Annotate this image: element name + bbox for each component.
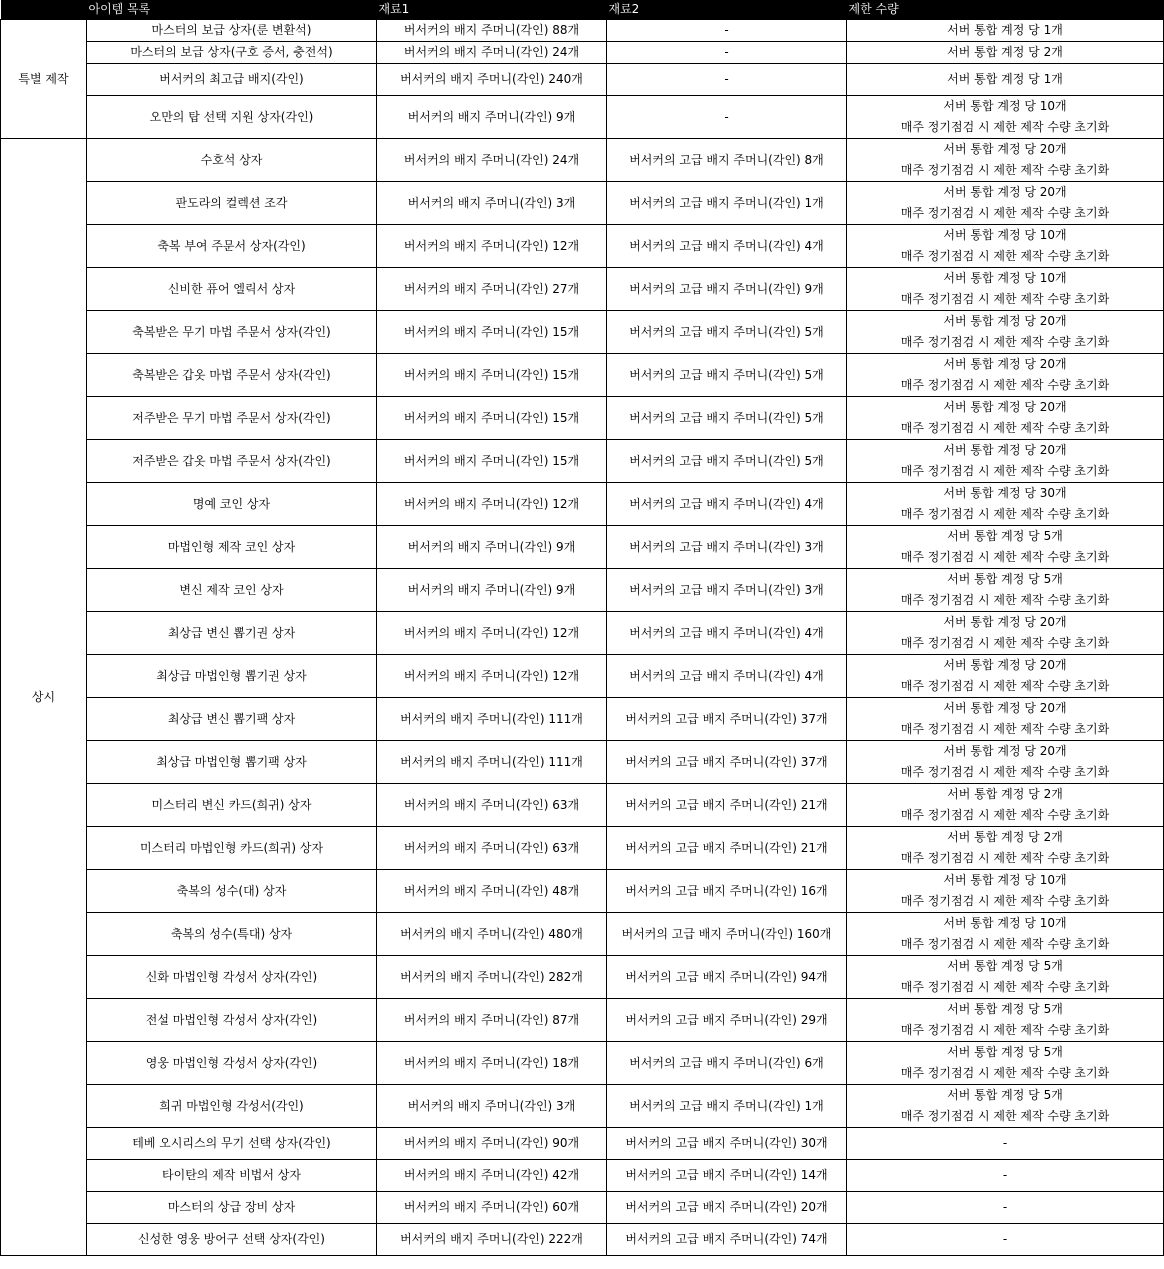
limit-cell: [847, 1192, 1164, 1224]
limit-cell: [847, 526, 1164, 569]
item-name-cell: 버서커의 최고급 배지(각인): [87, 64, 377, 96]
table-row: [1, 956, 1164, 999]
material-2-cell: 버서커의 고급 배지 주머니(각인) 21개: [607, 827, 847, 870]
material-2-cell: 버서커의 고급 배지 주머니(각인) 9개: [607, 268, 847, 311]
limit-line: 매주 정기점검 시 제한 제작 수량 초기화: [900, 1023, 1110, 1037]
limit-cell: [847, 225, 1164, 268]
limit-line: 서버 통합 계정 당 30개: [943, 486, 1067, 500]
limit-line: 매주 정기점검 시 제한 제작 수량 초기화: [900, 765, 1110, 779]
item-name-cell: 테베 오시리스의 무기 선택 상자(각인): [87, 1128, 377, 1160]
table-row: [1, 1160, 1164, 1192]
material-1-cell: 버서커의 배지 주머니(각인) 42개: [377, 1160, 607, 1192]
material-1-cell: 버서커의 배지 주머니(각인) 27개: [377, 268, 607, 311]
header-item-list: 아이템 목록: [87, 0, 377, 20]
limit-line: 서버 통합 계정 당 5개: [947, 1002, 1063, 1016]
material-2-cell: 버서커의 고급 배지 주머니(각인) 20개: [607, 1192, 847, 1224]
item-name-cell: 축복받은 갑옷 마법 주문서 상자(각인): [87, 354, 377, 397]
limit-line: 서버 통합 계정 당 20개: [943, 658, 1067, 672]
material-1-cell: 버서커의 배지 주머니(각인) 12개: [377, 483, 607, 526]
material-1-cell: 버서커의 배지 주머니(각인) 9개: [377, 569, 607, 612]
limit-cell: [847, 42, 1164, 64]
table-row: [1, 1042, 1164, 1085]
limit-line: 서버 통합 계정 당 5개: [947, 959, 1063, 973]
item-name-cell: 영웅 마법인형 각성서 상자(각인): [87, 1042, 377, 1085]
item-name-cell: 축복의 성수(특대) 상자: [87, 913, 377, 956]
limit-line: 서버 통합 계정 당 10개: [943, 271, 1067, 285]
table-row: [1, 913, 1164, 956]
material-2-cell: -: [607, 96, 847, 139]
item-name-cell: 마법인형 제작 코인 상자: [87, 526, 377, 569]
table-row: [1, 182, 1164, 225]
table-row: [1, 397, 1164, 440]
limit-line: 매주 정기점검 시 제한 제작 수량 초기화: [900, 593, 1110, 607]
limit-cell: [847, 569, 1164, 612]
material-2-cell: 버서커의 고급 배지 주머니(각인) 1개: [607, 1085, 847, 1128]
item-name-cell: 최상급 변신 뽑기팩 상자: [87, 698, 377, 741]
table-row: [1, 268, 1164, 311]
limit-cell: [847, 311, 1164, 354]
table-row: [1, 655, 1164, 698]
limit-cell: [847, 1042, 1164, 1085]
limit-line: 서버 통합 계정 당 20개: [943, 744, 1067, 758]
item-name-cell: 저주받은 갑옷 마법 주문서 상자(각인): [87, 440, 377, 483]
material-1-cell: 버서커의 배지 주머니(각인) 24개: [377, 139, 607, 182]
material-1-cell: 버서커의 배지 주머니(각인) 15개: [377, 440, 607, 483]
limit-line: 매주 정기점검 시 제한 제작 수량 초기화: [900, 292, 1110, 306]
limit-cell: [847, 741, 1164, 784]
limit-line: 매주 정기점검 시 제한 제작 수량 초기화: [900, 808, 1110, 822]
limit-cell: [847, 827, 1164, 870]
item-name-cell: 축복받은 무기 마법 주문서 상자(각인): [87, 311, 377, 354]
limit-cell: [847, 139, 1164, 182]
limit-line: 매주 정기점검 시 제한 제작 수량 초기화: [900, 249, 1110, 263]
limit-cell: [847, 999, 1164, 1042]
material-2-cell: -: [607, 64, 847, 96]
limit-line: 서버 통합 계정 당 20개: [943, 142, 1067, 156]
item-name-cell: 저주받은 무기 마법 주문서 상자(각인): [87, 397, 377, 440]
limit-cell: [847, 870, 1164, 913]
material-1-cell: 버서커의 배지 주머니(각인) 12개: [377, 612, 607, 655]
table-row: [1, 311, 1164, 354]
category-cell: 상시: [1, 139, 87, 1256]
material-1-cell: 버서커의 배지 주머니(각인) 12개: [377, 655, 607, 698]
limit-cell: [847, 483, 1164, 526]
item-name-cell: 변신 제작 코인 상자: [87, 569, 377, 612]
item-name-cell: 최상급 마법인형 뽑기권 상자: [87, 655, 377, 698]
limit-line: 서버 통합 계정 당 20개: [943, 701, 1067, 715]
item-name-cell: 최상급 변신 뽑기권 상자: [87, 612, 377, 655]
limit-line: 매주 정기점검 시 제한 제작 수량 초기화: [900, 679, 1110, 693]
material-1-cell: 버서커의 배지 주머니(각인) 63개: [377, 784, 607, 827]
limit-line: 서버 통합 계정 당 20개: [943, 443, 1067, 457]
table-row: [1, 225, 1164, 268]
table-row: [1, 96, 1164, 139]
table-row: [1, 999, 1164, 1042]
table-row: [1, 139, 1164, 182]
header-row: [1, 0, 1164, 20]
material-1-cell: 버서커의 배지 주머니(각인) 18개: [377, 1042, 607, 1085]
material-1-cell: 버서커의 배지 주머니(각인) 3개: [377, 182, 607, 225]
limit-line: 매주 정기점검 시 제한 제작 수량 초기화: [900, 851, 1110, 865]
limit-line: 서버 통합 계정 당 10개: [943, 916, 1067, 930]
material-1-cell: 버서커의 배지 주머니(각인) 3개: [377, 1085, 607, 1128]
material-1-cell: 버서커의 배지 주머니(각인) 111개: [377, 741, 607, 784]
limit-cell: [847, 397, 1164, 440]
item-name-cell: 마스터의 보급 상자(룬 변환석): [87, 20, 377, 42]
material-1-cell: 버서커의 배지 주머니(각인) 15개: [377, 354, 607, 397]
material-2-cell: 버서커의 고급 배지 주머니(각인) 16개: [607, 870, 847, 913]
item-name-cell: 축복의 성수(대) 상자: [87, 870, 377, 913]
material-2-cell: 버서커의 고급 배지 주머니(각인) 4개: [607, 655, 847, 698]
limit-line: 매주 정기점검 시 제한 제작 수량 초기화: [900, 163, 1110, 177]
material-2-cell: 버서커의 고급 배지 주머니(각인) 4개: [607, 483, 847, 526]
material-1-cell: 버서커의 배지 주머니(각인) 15개: [377, 397, 607, 440]
material-2-cell: 버서커의 고급 배지 주머니(각인) 74개: [607, 1224, 847, 1256]
material-2-cell: -: [607, 20, 847, 42]
table-row: [1, 569, 1164, 612]
table-row: [1, 440, 1164, 483]
table-row: [1, 20, 1164, 42]
limit-line: 매주 정기점검 시 제한 제작 수량 초기화: [900, 206, 1110, 220]
material-2-cell: 버서커의 고급 배지 주머니(각인) 3개: [607, 526, 847, 569]
limit-cell: [847, 182, 1164, 225]
material-1-cell: 버서커의 배지 주머니(각인) 63개: [377, 827, 607, 870]
limit-line: 서버 통합 계정 당 2개: [947, 830, 1063, 844]
limit-line: 서버 통합 계정 당 20개: [943, 314, 1067, 328]
limit-cell: [847, 1128, 1164, 1160]
limit-line: -: [1002, 1168, 1008, 1182]
material-2-cell: 버서커의 고급 배지 주머니(각인) 4개: [607, 612, 847, 655]
material-2-cell: 버서커의 고급 배지 주머니(각인) 37개: [607, 698, 847, 741]
table-row: [1, 827, 1164, 870]
limit-line: 매주 정기점검 시 제한 제작 수량 초기화: [900, 1066, 1110, 1080]
table-row: [1, 1224, 1164, 1256]
item-name-cell: 전설 마법인형 각성서 상자(각인): [87, 999, 377, 1042]
limit-line: 매주 정기점검 시 제한 제작 수량 초기화: [900, 1109, 1110, 1123]
limit-cell: [847, 655, 1164, 698]
material-2-cell: 버서커의 고급 배지 주머니(각인) 3개: [607, 569, 847, 612]
table-row: [1, 64, 1164, 96]
limit-line: 매주 정기점검 시 제한 제작 수량 초기화: [900, 421, 1110, 435]
limit-line: -: [1002, 1200, 1008, 1214]
item-name-cell: 오만의 탑 선택 지원 상자(각인): [87, 96, 377, 139]
limit-line: 서버 통합 계정 당 5개: [947, 572, 1063, 586]
table-body: [1, 20, 1164, 1256]
item-name-cell: 신성한 영웅 방어구 선택 상자(각인): [87, 1224, 377, 1256]
limit-line: 매주 정기점검 시 제한 제작 수량 초기화: [900, 894, 1110, 908]
category-cell: 특별 제작: [1, 20, 87, 139]
material-1-cell: 버서커의 배지 주머니(각인) 12개: [377, 225, 607, 268]
limit-line: 매주 정기점검 시 제한 제작 수량 초기화: [900, 980, 1110, 994]
material-2-cell: 버서커의 고급 배지 주머니(각인) 5개: [607, 440, 847, 483]
material-1-cell: 버서커의 배지 주머니(각인) 60개: [377, 1192, 607, 1224]
limit-line: 매주 정기점검 시 제한 제작 수량 초기화: [900, 378, 1110, 392]
header-material-1: 재료1: [377, 0, 607, 20]
limit-cell: [847, 64, 1164, 96]
material-2-cell: 버서커의 고급 배지 주머니(각인) 30개: [607, 1128, 847, 1160]
limit-line: 매주 정기점검 시 제한 제작 수량 초기화: [900, 636, 1110, 650]
limit-cell: [847, 268, 1164, 311]
limit-line: 매주 정기점검 시 제한 제작 수량 초기화: [900, 464, 1110, 478]
limit-cell: [847, 698, 1164, 741]
limit-line: 서버 통합 계정 당 10개: [943, 228, 1067, 242]
limit-line: 매주 정기점검 시 제한 제작 수량 초기화: [900, 507, 1110, 521]
item-name-cell: 마스터의 보급 상자(구호 증서, 충전석): [87, 42, 377, 64]
table-row: [1, 483, 1164, 526]
limit-line: 서버 통합 계정 당 1개: [947, 72, 1063, 86]
item-name-cell: 최상급 마법인형 뽑기팩 상자: [87, 741, 377, 784]
limit-cell: [847, 1160, 1164, 1192]
limit-line: 서버 통합 계정 당 2개: [947, 45, 1063, 59]
limit-cell: [847, 913, 1164, 956]
limit-line: 서버 통합 계정 당 10개: [943, 99, 1067, 113]
header-limit: 제한 수량: [847, 0, 1164, 20]
limit-line: 매주 정기점검 시 제한 제작 수량 초기화: [900, 120, 1110, 134]
limit-cell: [847, 784, 1164, 827]
limit-line: -: [1002, 1232, 1008, 1246]
table-row: [1, 1085, 1164, 1128]
limit-line: 서버 통합 계정 당 20개: [943, 615, 1067, 629]
table-row: [1, 354, 1164, 397]
limit-cell: [847, 1224, 1164, 1256]
item-name-cell: 명예 코인 상자: [87, 483, 377, 526]
limit-line: 서버 통합 계정 당 20개: [943, 185, 1067, 199]
table-row: [1, 526, 1164, 569]
limit-line: 매주 정기점검 시 제한 제작 수량 초기화: [900, 550, 1110, 564]
limit-line: 서버 통합 계정 당 20개: [943, 357, 1067, 371]
material-2-cell: 버서커의 고급 배지 주머니(각인) 5개: [607, 354, 847, 397]
material-1-cell: 버서커의 배지 주머니(각인) 480개: [377, 913, 607, 956]
item-name-cell: 축복 부여 주문서 상자(각인): [87, 225, 377, 268]
material-1-cell: 버서커의 배지 주머니(각인) 282개: [377, 956, 607, 999]
material-2-cell: 버서커의 고급 배지 주머니(각인) 4개: [607, 225, 847, 268]
material-2-cell: 버서커의 고급 배지 주머니(각인) 5개: [607, 397, 847, 440]
material-2-cell: 버서커의 고급 배지 주머니(각인) 21개: [607, 784, 847, 827]
material-1-cell: 버서커의 배지 주머니(각인) 9개: [377, 526, 607, 569]
material-2-cell: 버서커의 고급 배지 주머니(각인) 8개: [607, 139, 847, 182]
material-2-cell: 버서커의 고급 배지 주머니(각인) 94개: [607, 956, 847, 999]
material-2-cell: 버서커의 고급 배지 주머니(각인) 14개: [607, 1160, 847, 1192]
material-2-cell: 버서커의 고급 배지 주머니(각인) 37개: [607, 741, 847, 784]
material-1-cell: 버서커의 배지 주머니(각인) 48개: [377, 870, 607, 913]
item-name-cell: 신비한 퓨어 엘릭서 상자: [87, 268, 377, 311]
limit-line: 서버 통합 계정 당 20개: [943, 400, 1067, 414]
table-row: [1, 741, 1164, 784]
item-name-cell: 타이탄의 제작 비법서 상자: [87, 1160, 377, 1192]
limit-line: 서버 통합 계정 당 10개: [943, 873, 1067, 887]
limit-cell: [847, 612, 1164, 655]
material-2-cell: 버서커의 고급 배지 주머니(각인) 160개: [607, 913, 847, 956]
limit-cell: [847, 96, 1164, 139]
limit-line: -: [1002, 1136, 1008, 1150]
table-row: [1, 784, 1164, 827]
material-1-cell: 버서커의 배지 주머니(각인) 9개: [377, 96, 607, 139]
limit-line: 매주 정기점검 시 제한 제작 수량 초기화: [900, 937, 1110, 951]
limit-cell: [847, 956, 1164, 999]
table-row: [1, 612, 1164, 655]
limit-cell: [847, 1085, 1164, 1128]
item-name-cell: 판도라의 컬렉션 조각: [87, 182, 377, 225]
limit-line: 매주 정기점검 시 제한 제작 수량 초기화: [900, 335, 1110, 349]
item-name-cell: 수호석 상자: [87, 139, 377, 182]
material-1-cell: 버서커의 배지 주머니(각인) 24개: [377, 42, 607, 64]
item-name-cell: 미스터리 마법인형 카드(희귀) 상자: [87, 827, 377, 870]
material-1-cell: 버서커의 배지 주머니(각인) 87개: [377, 999, 607, 1042]
material-2-cell: 버서커의 고급 배지 주머니(각인) 1개: [607, 182, 847, 225]
material-1-cell: 버서커의 배지 주머니(각인) 88개: [377, 20, 607, 42]
table-row: [1, 1128, 1164, 1160]
limit-cell: [847, 354, 1164, 397]
limit-cell: [847, 440, 1164, 483]
material-2-cell: 버서커의 고급 배지 주머니(각인) 6개: [607, 1042, 847, 1085]
table-row: [1, 42, 1164, 64]
limit-line: 서버 통합 계정 당 5개: [947, 529, 1063, 543]
material-1-cell: 버서커의 배지 주머니(각인) 15개: [377, 311, 607, 354]
limit-line: 매주 정기점검 시 제한 제작 수량 초기화: [900, 722, 1110, 736]
material-1-cell: 버서커의 배지 주머니(각인) 222개: [377, 1224, 607, 1256]
item-name-cell: 희귀 마법인형 각성서(각인): [87, 1085, 377, 1128]
item-name-cell: 신화 마법인형 각성서 상자(각인): [87, 956, 377, 999]
limit-line: 서버 통합 계정 당 2개: [947, 787, 1063, 801]
limit-line: 서버 통합 계정 당 5개: [947, 1088, 1063, 1102]
item-name-cell: 마스터의 상급 장비 상자: [87, 1192, 377, 1224]
table-row: [1, 1192, 1164, 1224]
limit-line: 서버 통합 계정 당 1개: [947, 23, 1063, 37]
material-2-cell: 버서커의 고급 배지 주머니(각인) 5개: [607, 311, 847, 354]
material-1-cell: 버서커의 배지 주머니(각인) 240개: [377, 64, 607, 96]
limit-cell: [847, 20, 1164, 42]
limit-line: 서버 통합 계정 당 5개: [947, 1045, 1063, 1059]
header-category: [1, 0, 87, 20]
material-2-cell: -: [607, 42, 847, 64]
material-2-cell: 버서커의 고급 배지 주머니(각인) 29개: [607, 999, 847, 1042]
material-1-cell: 버서커의 배지 주머니(각인) 111개: [377, 698, 607, 741]
table-row: [1, 698, 1164, 741]
item-name-cell: 미스터리 변신 카드(희귀) 상자: [87, 784, 377, 827]
header-material-2: 재료2: [607, 0, 847, 20]
table-row: [1, 870, 1164, 913]
material-1-cell: 버서커의 배지 주머니(각인) 90개: [377, 1128, 607, 1160]
